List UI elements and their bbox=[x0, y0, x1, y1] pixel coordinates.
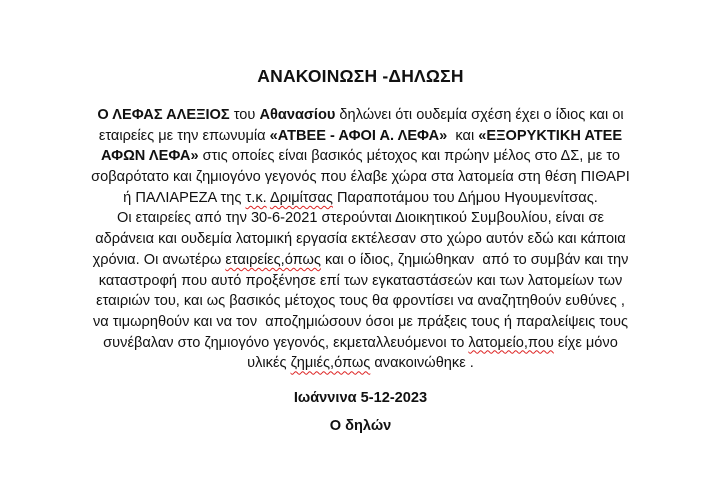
text-line bbox=[0, 271, 721, 292]
text-line bbox=[0, 229, 721, 250]
text-segment: συνέβαλαν στο ζημιογόνο γεγονός, εκμεταλλευόμενοι το bbox=[103, 334, 469, 351]
text-segment: Παραποτάμου του Δήμου Ηγουμενίτσας. bbox=[332, 189, 598, 206]
text-segment: του bbox=[229, 107, 260, 123]
bold-text: Αθανασίου bbox=[259, 107, 336, 123]
text-line bbox=[0, 146, 721, 167]
spellcheck-flagged-word: λατομείο,που bbox=[468, 334, 554, 351]
text-segment: δηλώνει ότι ουδεμία σχέση έχει ο ίδιος και οι bbox=[335, 107, 624, 123]
text-segment: ή ΠΑΛΙΑΡΕΖΑ της bbox=[123, 189, 246, 206]
place-date: Ιωάννινα 5-12-2023 bbox=[293, 390, 428, 406]
text-segment: Οι εταιρείες από την 30-6-2021 στερούνται Διοικητικού Συμβουλίου, είναι σε bbox=[117, 210, 604, 227]
statement-body bbox=[0, 105, 721, 374]
text-segment: υλικές bbox=[247, 355, 291, 372]
text-line bbox=[0, 291, 721, 312]
text-line bbox=[0, 167, 721, 188]
text-segment: να τιμωρηθούν και να τον αποζημιώσουν όσοι με πράξεις τους ή παραλείψεις τους bbox=[92, 313, 629, 330]
spellcheck-flagged-word: Δριμίτσας bbox=[269, 189, 333, 206]
text-line bbox=[0, 312, 721, 333]
bold-text: «ΑΤΒΕΕ - ΑΦΟΙ Α. ΛΕΦΑ» bbox=[269, 127, 448, 144]
bold-text: Ο ΛΕΦΑΣ ΑΛΕΞΙΟΣ bbox=[97, 107, 230, 123]
text-line bbox=[0, 353, 721, 374]
text-segment: και ο ίδιος, ζημιώθηκαν από το συμβάν και την bbox=[320, 251, 629, 268]
text-segment: χρόνια. Οι ανωτέρω bbox=[92, 251, 226, 268]
spellcheck-flagged-word: εταιρείες,όπως bbox=[225, 251, 321, 268]
text-segment: είχε μόνο bbox=[553, 334, 618, 351]
text-segment: εταιριών του, και ως βασικός μέτοχος τους θα φροντίσει να αναζητηθούν ευθύνες , bbox=[96, 293, 625, 310]
signature-label: Ο δηλών bbox=[329, 418, 392, 434]
spellcheck-flagged-word: ζημιές,όπως bbox=[290, 355, 371, 372]
text-line bbox=[0, 188, 721, 209]
text-segment: καταστροφή που αυτό προξένησε επί των εγκαταστάσεών και των λατομείων των bbox=[98, 272, 623, 289]
text-segment: σοβαρότατο και ζημιογόνο γεγονός που έλαβε χώρα στα λατομεία στη θέση ΠΙΘΑΡΙ bbox=[91, 169, 630, 186]
text-line bbox=[0, 250, 721, 271]
text-segment: ανακοινώθηκε . bbox=[370, 355, 474, 372]
text-segment: και bbox=[447, 127, 479, 144]
bold-text: ΑΦΩΝ ΛΕΦΑ» bbox=[100, 148, 199, 165]
text-segment: εταιρείες με την επωνυμία bbox=[98, 127, 270, 144]
spellcheck-flagged-word: τ.κ. bbox=[245, 189, 267, 206]
text-line bbox=[0, 208, 721, 229]
text-line bbox=[0, 105, 721, 126]
text-line bbox=[0, 126, 721, 147]
text-segment: στις οποίες είναι βασικός μέτοχος και πρώην μέλος στο ΔΣ, με το bbox=[198, 148, 621, 165]
text-line bbox=[0, 333, 721, 354]
text-segment: αδράνεια και ουδεμία λατομική εργασία εκτέλεσαν στο χώρο αυτόν εδώ και κάποια bbox=[95, 231, 626, 248]
document-title: ΑΝΑΚΟΙΝΩΣΗ -ΔΗΛΩΣΗ bbox=[257, 66, 464, 86]
bold-text: «ΕΞΟΡΥΚΤΙΚΗ ΑΤΕΕ bbox=[478, 127, 623, 144]
